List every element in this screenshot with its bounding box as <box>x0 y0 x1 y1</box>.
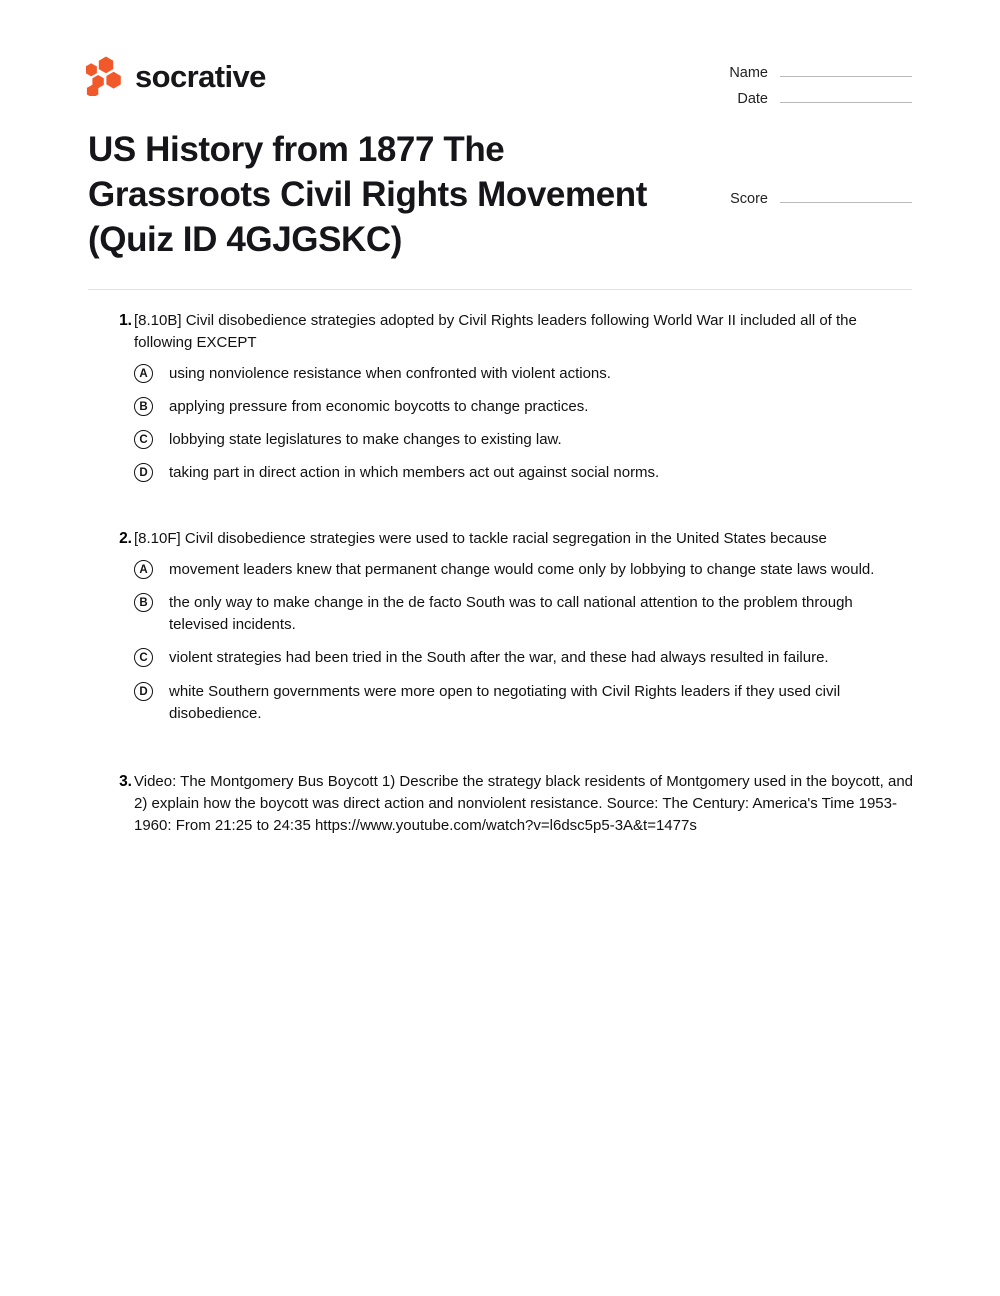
choice-text: taking part in direct action in which members act out against social norms. <box>169 464 660 482</box>
choice-bubble-d[interactable]: D <box>134 463 153 482</box>
date-field-label: Date <box>737 91 768 107</box>
question-number: 3. <box>119 772 132 790</box>
answer-choice[interactable] <box>134 429 914 451</box>
answer-choice[interactable] <box>134 592 914 636</box>
question-list <box>0 310 1000 867</box>
question-item <box>0 310 1000 484</box>
choice-bubble-b[interactable]: B <box>134 397 153 416</box>
answer-choice[interactable] <box>134 559 914 581</box>
name-field-label: Name <box>729 65 768 81</box>
name-field-input-line[interactable] <box>780 62 912 77</box>
choice-bubble-c[interactable]: C <box>134 430 153 449</box>
choice-bubble-a[interactable]: A <box>134 364 153 383</box>
score-field-inner <box>716 188 912 214</box>
answer-choices <box>134 363 914 484</box>
question-number: 1. <box>119 312 132 329</box>
question-text: Video: The Montgomery Bus Boycott 1) Describe the strategy black residents of Montgomery used in the boycott, and 2) explain how the boycott was direct action and nonviolent resistance. Source: The Century: America's Time 1953-1960: From 21:25 to 24:35 https://www.youtube.com/watch?v=l6dsc5p5-3A&t=1477s <box>134 772 914 834</box>
question-item <box>0 771 1000 837</box>
name-field-row <box>716 62 912 88</box>
header-divider <box>88 289 912 290</box>
choice-bubble-c[interactable]: C <box>134 648 153 667</box>
brand-wordmark: socrative <box>135 58 266 94</box>
answer-choice[interactable] <box>134 363 914 385</box>
choice-text: white Southern governments were more open to negotiating with Civil Rights leaders if they used civil disobedience. <box>169 682 841 722</box>
score-field-input-line[interactable] <box>780 188 912 203</box>
hexagon-cluster-icon <box>86 56 122 96</box>
score-field-row <box>716 188 912 214</box>
answer-choice[interactable] <box>134 396 914 418</box>
page-title: US History from 1877 The Grassroots Civil Rights Movement (Quiz ID 4GJGSKC) <box>88 130 647 259</box>
choice-text: lobbying state legislatures to make changes to existing law. <box>169 431 562 449</box>
socrative-logo <box>86 56 266 96</box>
question-text: [8.10B] Civil disobedience strategies adopted by Civil Rights leaders following World War II included all of the following EXCEPT <box>134 312 857 352</box>
question-item <box>0 528 1000 724</box>
answer-choice[interactable] <box>134 681 914 725</box>
student-identity-fields <box>716 62 912 114</box>
date-field-row <box>716 88 912 114</box>
choice-bubble-a[interactable]: A <box>134 560 153 579</box>
date-field-input-line[interactable] <box>780 88 912 103</box>
page-header <box>0 0 1000 300</box>
choice-text: using nonviolence resistance when confronted with violent actions. <box>169 365 611 383</box>
answer-choice[interactable] <box>134 647 914 669</box>
choice-text: applying pressure from economic boycotts to change practices. <box>169 398 589 416</box>
answer-choices <box>134 559 914 724</box>
choice-text: the only way to make change in the de facto South was to call national attention to the problem through televised incidents. <box>169 594 853 634</box>
question-number: 2. <box>119 530 132 548</box>
choice-bubble-d[interactable]: D <box>134 682 153 701</box>
choice-bubble-b[interactable]: B <box>134 593 153 612</box>
choice-text: movement leaders knew that permanent change would come only by lobbying to change state laws would. <box>169 561 875 579</box>
choice-text: violent strategies had been tried in the South after the war, and these had always resulted in failure. <box>169 649 829 667</box>
score-field-label: Score <box>730 191 768 207</box>
answer-choice[interactable] <box>134 462 914 484</box>
question-text: [8.10F] Civil disobedience strategies were used to tackle racial segregation in the United States because <box>134 530 827 548</box>
